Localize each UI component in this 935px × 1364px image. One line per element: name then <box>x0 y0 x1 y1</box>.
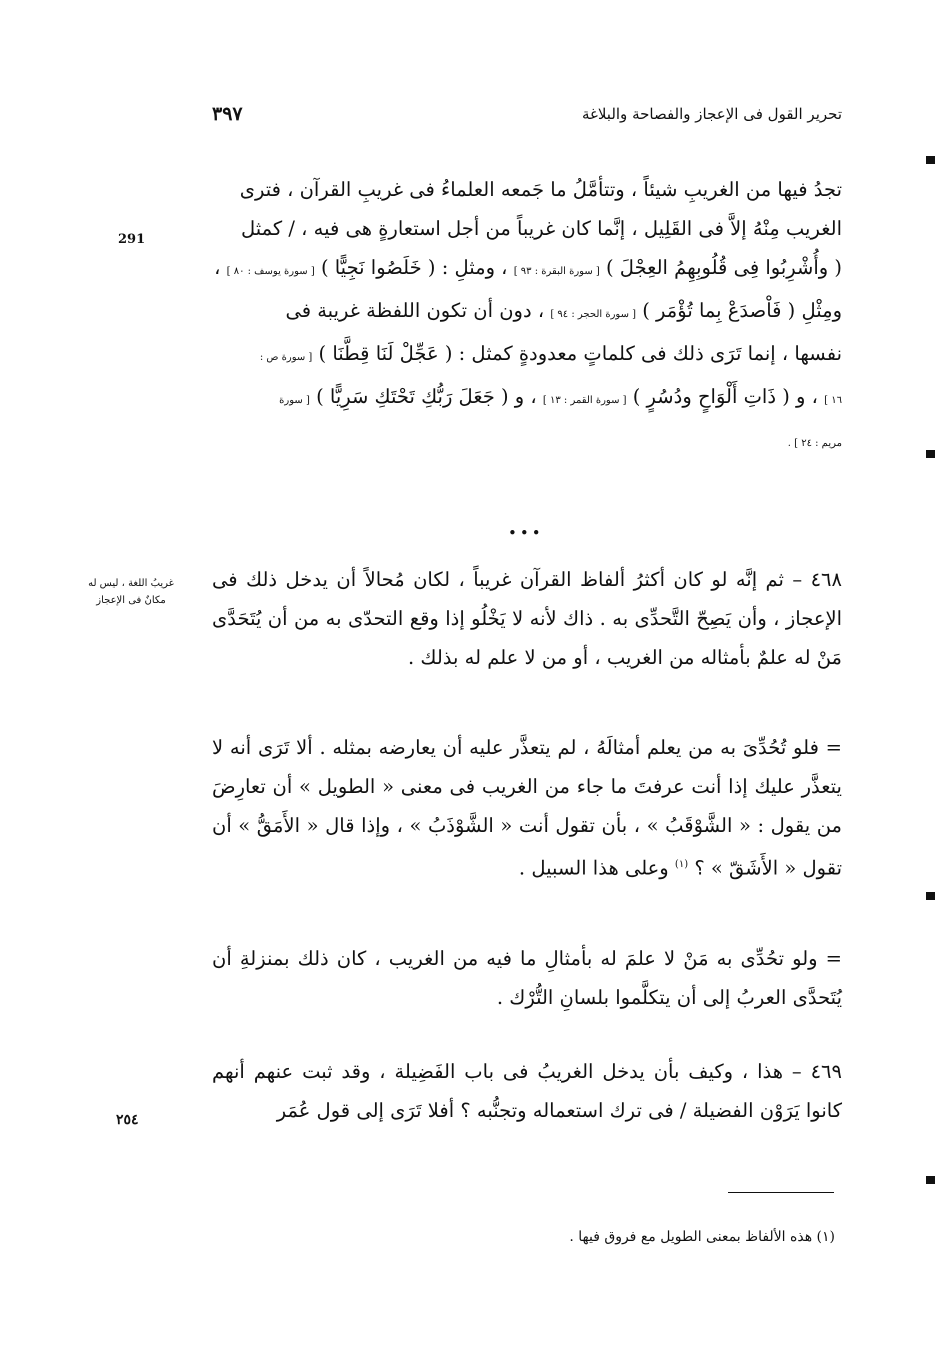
edge-mark <box>926 1176 935 1184</box>
verse-reference: [ سورة ص : <box>259 352 313 363</box>
quran-quote: ومِثْلِ ( فَاْصدَعْ بِما تُؤْمَر ) <box>642 299 842 322</box>
quran-quote: ( وأُشْرِبُوا فِى قُلُوبِهِمُ العِجْلَ ) <box>606 256 842 279</box>
paragraph-second-case: = ولو تحُدِّى به مَنْ لا علمَ له بأمثالِ ما فيه من الغريب ، كان ذلك بمنزلةِ أن يُتَحدَّى العربُ إلى أن يتكلَّموا بلسانِ التُّرْك . <box>212 947 842 1009</box>
paragraph-468: ٤٦٨ – ثم إنَّه لو كان أكثرُ ألفاظ القرآن غريباً ، لكان مُحالاً أن يدخل ذلك فى الإعجاز ، وأن يَصِحّ التَّحدِّى به . ذاك لأنه لا يَخْلُو إذا وقع التحدّى به من أن يُتَحَدَّى مَنْ له علمٌ بأمثاله من الغريب ، أو من لا علم له بذلك . <box>212 568 842 669</box>
verse-reference: مريم : ٢٤ ] . <box>787 438 842 449</box>
verse-reference: [ سورة <box>279 395 310 406</box>
running-title: تحرير القول فى الإعجاز والفصاحة والبلاغة <box>581 105 842 123</box>
verse-reference: [ سورة القمر : ١٣ ] <box>542 395 627 406</box>
verse-reference: ١٦ ] <box>824 395 842 406</box>
verse-reference: [ سورة البقرة : ٩٣ ] <box>513 266 600 277</box>
page-number: ٣٩٧ <box>212 103 243 125</box>
footnote-marker: (١) <box>674 859 689 870</box>
edition-page-ref: 291 <box>118 232 146 247</box>
edge-mark <box>926 156 935 164</box>
paragraph-first-case: = فلو تُحُدِّىَ به من يعلم أمثالَهُ ، لم يتعذَّر عليه أن يعارضه بمثله . ألا تَرَى أنه لا يتعذَّر عليك إذا أنت عرفتَ ما جاء من الغريب فى معنى « الطويل » أن تعارِضَ من يقول : « الشَّوْقَبُ » ، بأن تقول أنت « الشَّوْذَبُ » ، وإذا قال « الأَمَقُّ » أن تقول « الأَشَقّ » ؟ $^{(١)}$ وعلى هذا السبيل . <box>212 736 842 880</box>
text-line: نفسها ، إنما تَرَى ذلك فى كلماتٍ معدودةٍ كمثل : ( عَجِّلْ لَنَا قِطَّنَا ) [ سورة ص : <box>259 342 842 365</box>
margin-note: غريبُ اللغة ، ليس له مكانٌ فى الإعجاز <box>88 578 174 606</box>
text-line: ١٦ ] ، و ( ذَاتِ أَلْوَاحٍ ودُسُرٍ ) [ سورة القمر : ١٣ ] ، و ( جَعَلَ رَبُّكِ تَحْتَكِ سَرِيًّا ) [ سورة <box>279 385 842 408</box>
footnote: (١) هذه الألفاظ بمعنى الطويل مع فروق فيها . <box>569 1229 835 1245</box>
text-line: الغريب مِنْهُ إلاَّ فى القَلِيل ، إنَّما كان غريباً من أجل استعارةٍ هى فيه ، / كمثل <box>240 217 842 240</box>
verse-reference: [ سورة يوسف : ٨٠ ] <box>226 266 315 277</box>
text-line <box>212 420 842 463</box>
text-line: تجدُ فيها من الغريبِ شيئاً ، وتتأمَّلُ ما جَمعه العلماءُ فى غريبِ القرآن ، فترى <box>239 178 842 201</box>
edition-page-ref: ٢٥٤ <box>116 1112 139 1128</box>
text-line: ومِثْلِ ( فَاْصدَعْ بِما تُؤْمَر ) [ سورة الحجر : ٩٤ ] ، دون أن تكون اللفظة غريبة فى <box>285 299 842 322</box>
edge-mark <box>926 450 935 458</box>
page-header <box>212 96 842 132</box>
verse-reference: [ سورة الحجر : ٩٤ ] <box>550 309 637 320</box>
footnote-divider <box>728 1192 834 1193</box>
text-line: ( وأُشْرِبُوا فِى قُلُوبِهِمُ العِجْلَ ) [ سورة البقرة : ٩٣ ] ، ومثلِ : ( خَلَصُوا نَجِيًّا ) [ سورة يوسف : ٨٠ ] ، <box>214 256 842 279</box>
opening-passage <box>212 170 842 463</box>
edge-mark <box>926 892 935 900</box>
paragraph-469: ٤٦٩ – هذا ، وكيف بأن يدخل الغريبُ فى باب الفَضِيلة ، وقد ثبت عنهم أنهم كانوا يَرَوْن الفضيلة / فى ترك استعماله وتجنُّبه ؟ أفلا تَرَى إلى قول عُمَر <box>212 1060 842 1122</box>
